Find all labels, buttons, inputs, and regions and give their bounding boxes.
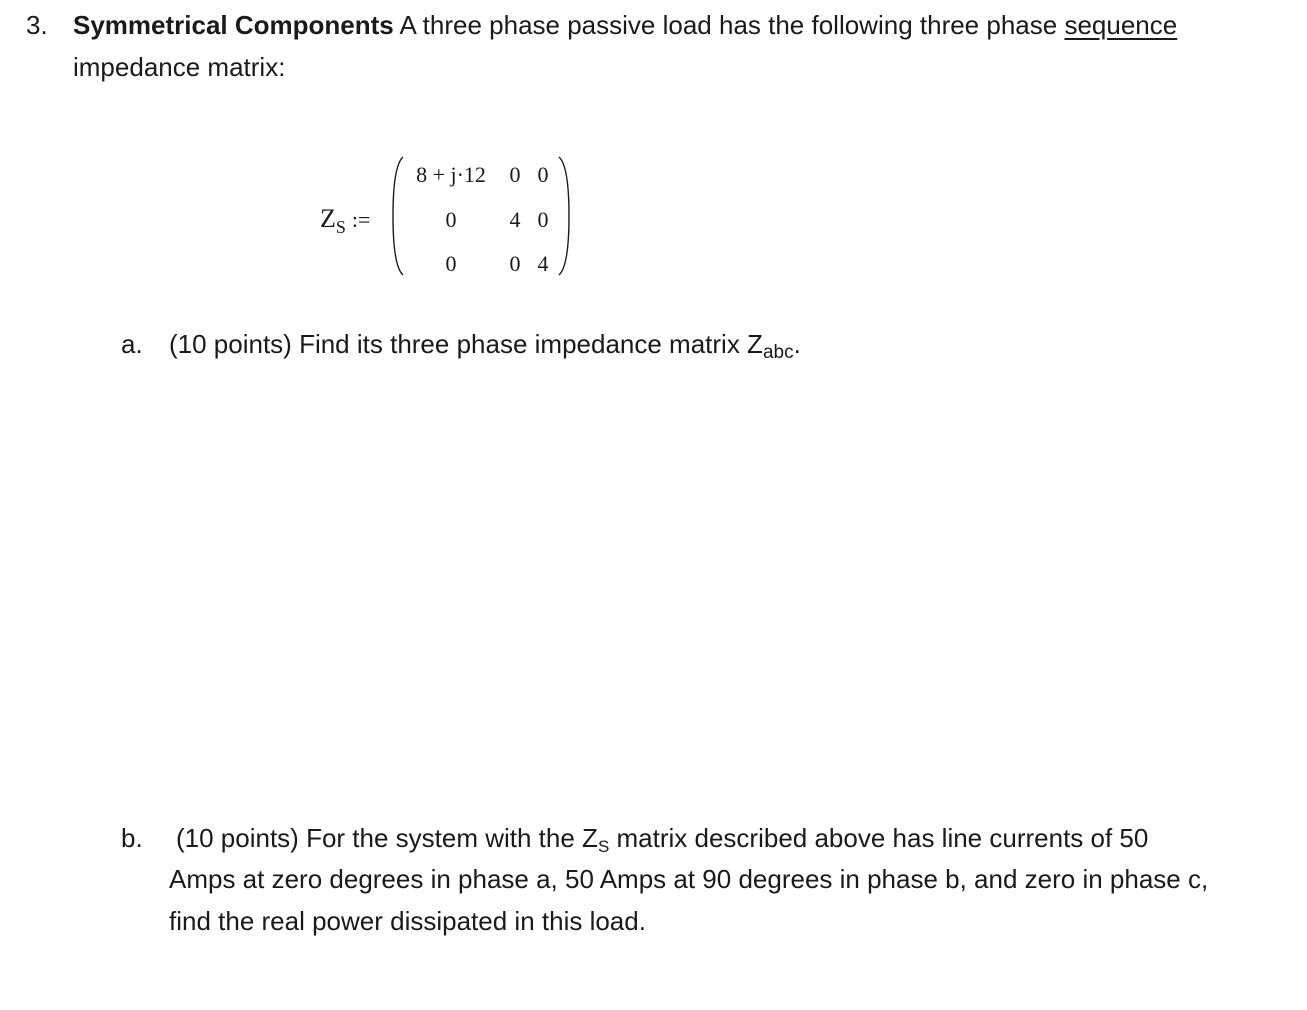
part-b-line3: find the real power dissipated in this load. — [169, 906, 646, 936]
right-paren-icon — [558, 156, 570, 276]
matrix-cell-r1c1: 4 — [509, 207, 521, 232]
question-intro-line1 — [73, 12, 1177, 38]
question-number: 3. — [26, 10, 48, 40]
part-a-question: (10 points) Find its three phase impedance matrix Z — [169, 329, 763, 359]
sequence-impedance-matrix — [320, 150, 580, 285]
part-b-line1 — [176, 825, 1148, 855]
matrix-assign-operator: := — [351, 207, 371, 232]
part-b-line2: Amps at zero degrees in phase a, 50 Amps at 90 degrees in phase b, and zero in phase c, — [169, 864, 1209, 894]
matrix-cell-r1c2: 0 — [537, 207, 549, 232]
part-a-subscript: abc — [762, 342, 794, 363]
matrix-cell-r0c0: 8 + j·12 — [416, 162, 486, 187]
matrix-cell-r0c2: 0 — [537, 162, 549, 187]
matrix-cell-r2c0: 0 — [445, 251, 457, 276]
sequence-underlined-word: sequence — [1064, 10, 1178, 40]
part-a-text — [169, 331, 801, 362]
question-title: Symmetrical Components — [73, 10, 394, 40]
matrix-cell-r1c0: 0 — [445, 207, 457, 232]
left-paren-icon — [392, 156, 404, 276]
matrix-cell-r0c1: 0 — [509, 162, 521, 187]
part-a-period: . — [793, 329, 801, 359]
matrix-label-main: Z — [320, 204, 336, 233]
part-b-line1-end: matrix described above has line currents of 50 — [609, 823, 1149, 853]
matrix-label-sub: S — [335, 217, 346, 237]
part-b-line1-start: (10 points) For the system with the Z — [176, 823, 598, 853]
matrix-cell-r2c1: 0 — [509, 251, 521, 276]
question-intro-text: A three phase passive load has the following three phase — [393, 10, 1065, 40]
part-b-label: b. — [121, 823, 143, 853]
part-a-label: a. — [121, 329, 143, 359]
matrix-label — [320, 204, 370, 238]
question-intro-line2: impedance matrix: — [73, 52, 286, 82]
matrix-cell-r2c2: 4 — [537, 251, 549, 276]
part-b-line1-subscript: S — [597, 837, 610, 856]
